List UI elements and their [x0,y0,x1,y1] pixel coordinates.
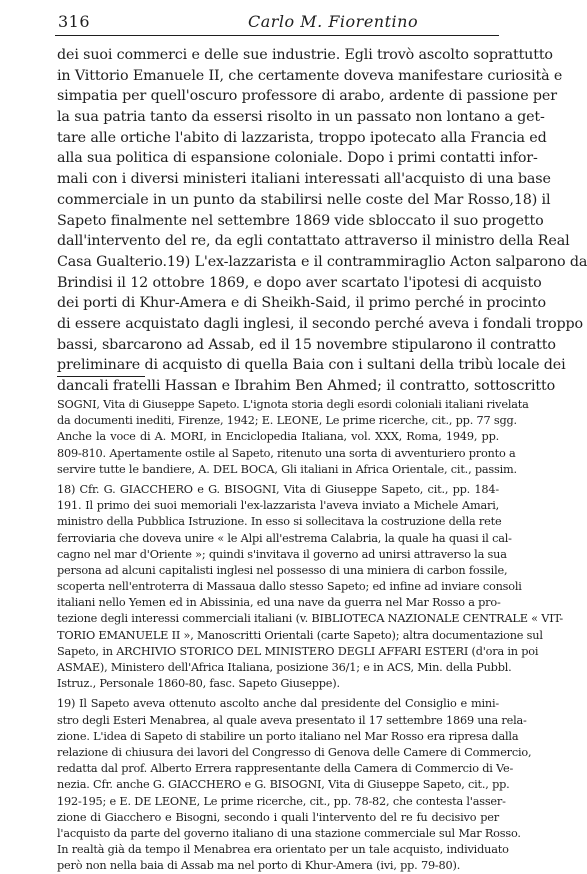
footnote-line: 809-810. Apertamente ostile al Sapeto, ritenuto una sorta di avventuriero pronto a [57,446,516,460]
body-line: dall'intervento del re, da egli contattato attraverso il ministro della Real [57,233,570,250]
footnote-line: In realtà già da tempo il Menabrea era orientato per un tale acquisto, individuato [57,843,509,857]
footnote-line: tezione degli interessi commerciali italiani (v. BIBLIOTECA NAZIONALE CENTRALE « VIT- [57,612,563,626]
footnote-line: cagno nel mar d'Oriente »; quindi s'invitava il governo ad unirsi attraverso la sua [57,547,507,561]
footnote-line: ferroviaria che doveva unire « le Alpi all'estrema Calabria, la quale ha quasi il cal- [57,531,512,545]
page-header [58,12,498,34]
body-line: Sapeto finalmente nel settembre 1869 vide sbloccato il suo progetto [57,212,544,229]
body-line: preliminare di acquisto di quella Baia con i sultani della tribù locale dei [57,357,566,374]
body-line: di essere acquistato dagli inglesi, il secondo perché aveva i fondali troppo [57,315,583,332]
footnote-line: l'acquisto da parte del governo italiano di una stazione commerciale sul Mar Rosso. [57,826,521,840]
footnote-line: Istruz., Personale 1860-80, fasc. Sapeto Giuseppe). [57,677,340,691]
footnote-line: italiani nello Yemen ed in Abissinia, ed una nave da guerra nel Mar Rosso a pro- [57,596,501,610]
footnote-line: zione di Giacchero e Bisogni, secondo i quali l'intervento del re fu decisivo per [57,810,499,824]
body-line: la sua patria tanto da essersi risolto in un passato non lontano a get- [57,109,545,126]
footnote-line: scoperta nell'entroterra di Massaua dallo stesso Sapeto; ed infine ad inviare consoli [57,580,522,594]
footnote-separator [57,376,145,377]
footnote-line: Sapeto, in ARCHIVIO STORICO DEL MINISTERO DEGLI AFFARI ESTERI (d'ora in poi [57,644,539,658]
footnote-line: redatta dal prof. Alberto Errera rappresentante della Camera di Commercio di Ve- [57,762,514,776]
footnote-19-line: 19) Il Sapeto aveva ottenuto ascolto anche dal presidente del Consiglio e mini- [57,697,499,711]
footnote-line: relazione di chiusura dei lavori del Congresso di Genova delle Camere di Commercio, [57,745,532,759]
body-line: dancali fratelli Hassan e Ibrahim Ben Ahmed; il contratto, sottoscritto [57,378,556,394]
body-line: Brindisi il 12 ottobre 1869, e dopo aver scartato l'ipotesi di acquisto [57,274,542,291]
body-line: Casa Gualterio.19) L'ex-lazzarista e il contrammiraglio Acton salparono da [57,253,587,270]
body-line: in Vittorio Emanuele II, che certamente doveva manifestare curiosità e [57,67,563,84]
main-text [57,45,587,397]
footnote-line: ministro della Pubblica Istruzione. In esso si sollecitava la costruzione della rete [57,515,502,529]
body-line: mali con i diversi ministeri italiani interessati all'acquisto di una base [57,171,551,188]
footnote-line: però non nella baia di Assab ma nel porto di Khur-Amera (ivi, pp. 79-80). [57,859,461,873]
body-line: alla sua politica di espansione coloniale. Dopo i primi contatti infor- [57,150,538,167]
footnote-line: TORIO EMANUELE II », Manoscritti Orientali (carte Sapeto); altra documentazione sul [57,628,543,642]
footnote-line: persona ad alcuni capitalisti inglesi nel possesso di una miniera di carbon fossile, [57,563,508,577]
header-rule [55,35,499,36]
footnote-line: nezia. Cfr. anche G. GIACCHERO e G. BISOGNI, Vita di Giuseppe Sapeto, cit., pp. [57,778,510,792]
footnote-line: servire tutte le bandiere, A. DEL BOCA, Gli italiani in Africa Orientale, cit., passim. [57,462,517,476]
footnote-line: SOGNI, Vita di Giuseppe Sapeto. L'ignota storia degli esordi coloniali italiani rivelata [57,398,529,411]
running-head: Carlo M. Fiorentino [248,12,419,31]
body-line: dei suoi commerci e delle sue industrie. Egli trovò ascolto soprattutto [57,47,553,63]
page-number: 316 [58,12,91,31]
body-line: simpatia per quell'oscuro professore di arabo, ardente di passione per [57,88,557,105]
body-line: commerciale in un punto da stabilirsi nelle coste del Mar Rosso,18) il [57,191,551,208]
footnote-18-line: 18) Cfr. G. GIACCHERO e G. BISOGNI, Vita di Giuseppe Sapeto, cit., pp. 184- [57,482,499,496]
footnote-line: stro degli Esteri Menabrea, al quale aveva presentato il 17 settembre 1869 una rela- [57,713,527,727]
footnote-line: 192-195; e E. DE LEONE, Le prime ricerche, cit., pp. 78-82, che contesta l'asser- [57,794,506,808]
footnote-line: zione. L'idea di Sapeto di stabilire un porto italiano nel Mar Rosso era ripresa dalla [57,729,519,743]
footnote-line: 191. Il primo dei suoi memoriali l'ex-lazzarista l'aveva inviato a Michele Amari, [57,499,499,513]
body-line: bassi, sbarcarono ad Assab, ed il 15 novembre stipularono il contratto [57,336,556,353]
footnote-line: ASMAE), Ministero dell'Africa Italiana, posizione 36/1; e in ACS, Min. della Pubbl. [57,661,512,674]
body-line: dei porti di Khur-Amera e di Sheikh-Said, il primo perché in procinto [57,295,546,312]
footnote-line: Anche la voce di A. MORI, in Enciclopedia Italiana, vol. XXX, Roma, 1949, pp. [57,430,499,444]
body-line: tare alle ortiche l'abito di lazzarista, troppo ipotecato alla Francia ed [57,129,547,146]
footnote-line: da documenti inediti, Firenze, 1942; E. LEONE, Le prime ricerche, cit., pp. 77 sgg. [57,414,517,428]
footnotes [57,397,563,874]
